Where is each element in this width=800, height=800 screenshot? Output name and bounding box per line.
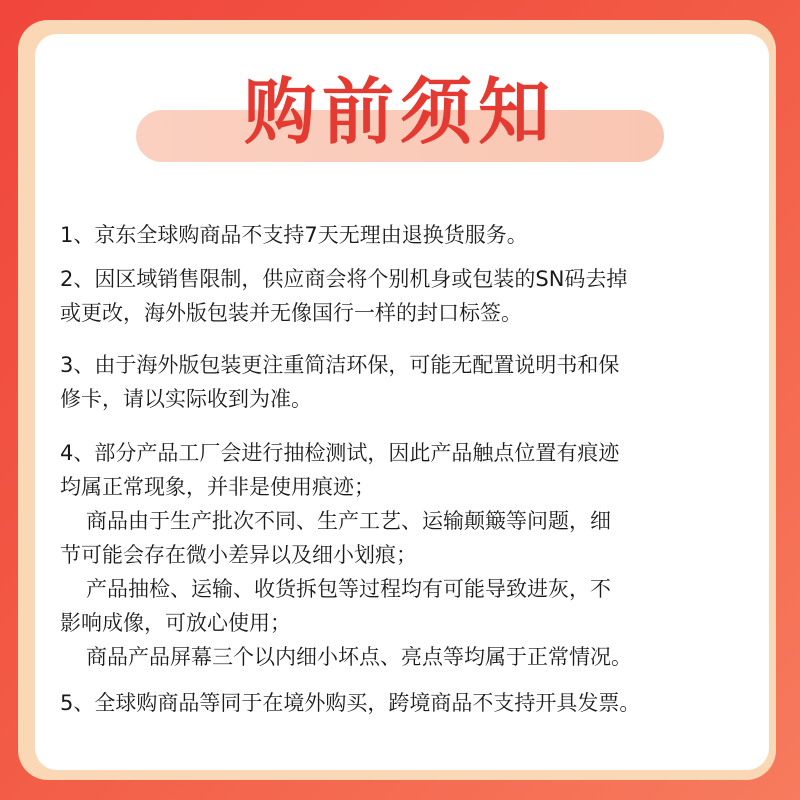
notice-item-4-line-5: 产品抽检、运输、收货拆包等过程均有可能导致进灰，不 [86,577,611,601]
notice-item-4-line-2: 均属正常现象，并非是使用痕迹； [60,475,375,499]
notice-item-3-line-2: 修卡，请以实际收到为准。 [60,387,312,411]
notice-item-4-line-3: 商品由于生产批次不同、生产工艺、运输颠簸等问题，细 [86,509,611,533]
notice-item-5: 5、全球购商品等同于在境外购买，跨境商品不支持开具发票。 [60,691,641,715]
notice-item-2-line-1: 2、因区域销售限制，供应商会将个别机身或包装的SN码去掉 [60,267,628,291]
notice-item-4-line-1: 4、部分产品工厂会进行抽检测试，因此产品触点位置有痕迹 [60,441,620,465]
notice-item-3-line-1: 3、由于海外版包装更注重简洁环保，可能无配置说明书和保 [60,353,620,377]
notice-item-2-line-2: 或更改，海外版包装并无像国行一样的封口标签。 [60,301,522,325]
page-title: 购前须知 [243,70,556,154]
notice-item-4-line-7: 商品产品屏幕三个以内细小坏点、亮点等均属于正常情况。 [86,645,632,669]
notice-item-1: 1、京东全球购商品不支持7天无理由退换货服务。 [60,223,528,247]
notice-item-4-line-6: 影响成像，可放心使用； [60,611,291,635]
notice-item-4-line-4: 节可能会存在微小差异以及细小划痕； [60,543,417,567]
